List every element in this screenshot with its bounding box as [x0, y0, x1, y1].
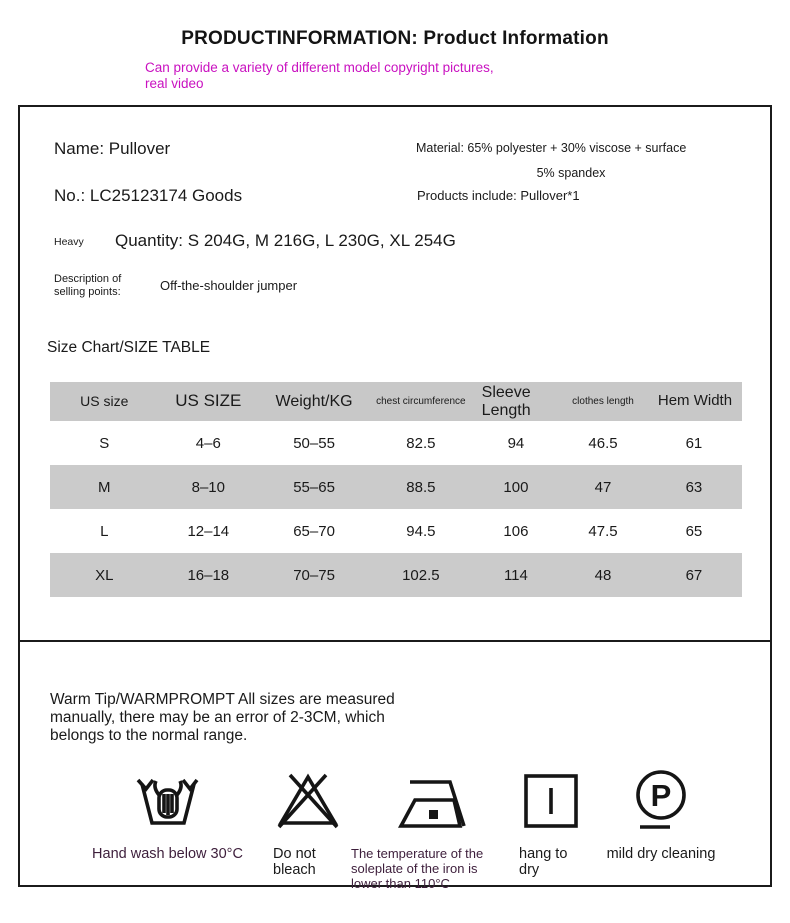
subtitle-line1: Can provide a variety of different model copyright pictures,	[145, 60, 494, 75]
column-header: Sleeve Length	[472, 382, 560, 421]
weight-tag: Heavy	[54, 236, 84, 248]
size-cell: 46.5	[588, 434, 618, 452]
size-row	[50, 421, 742, 465]
care-item-do-not-bleach	[273, 765, 343, 891]
column-header: US size	[50, 382, 159, 421]
size-row	[50, 509, 742, 553]
iron-low-temp-icon	[393, 771, 469, 831]
hand-wash-icon	[131, 769, 205, 833]
column-header: Weight/KG	[258, 382, 370, 421]
material-line2: 5% spandex	[536, 166, 606, 180]
description-value: Off-the-shoulder jumper	[160, 278, 298, 293]
iron-icon-area	[351, 765, 511, 837]
size-table	[50, 382, 742, 597]
size-cell: 12–14	[187, 522, 230, 540]
care-item-dry-clean	[591, 765, 731, 891]
product-number: No.: LC25123174 Goods	[54, 186, 243, 205]
size-cell: S	[99, 434, 110, 452]
description-label: Description of selling points:	[54, 273, 122, 298]
product-details-box	[18, 105, 772, 891]
size-chart-heading: Size Chart/SIZE TABLE	[47, 339, 211, 356]
size-table-body	[50, 421, 742, 597]
care-label-hand-wash: Hand wash below 30°C	[92, 846, 243, 862]
product-material	[416, 141, 726, 181]
size-cell: 70–75	[293, 566, 335, 584]
size-row	[50, 465, 742, 509]
care-label-dry-clean: mild dry cleaning	[606, 846, 716, 862]
hang-dry-icon-area	[519, 765, 583, 837]
page-title: PRODUCTINFORMATION: Product Information	[181, 28, 609, 49]
size-cell: 102.5	[402, 566, 440, 584]
size-cell: 114	[503, 566, 528, 584]
subtitle-line2: real video	[145, 76, 204, 91]
size-cell: 47	[594, 478, 612, 496]
size-cell: 94	[507, 434, 525, 452]
care-item-iron-low	[351, 765, 511, 891]
material-line1: Material: 65% polyester + 30% viscose + surface	[416, 141, 687, 155]
care-label-hang-dry: hang to dry	[519, 846, 568, 878]
size-cell: 65	[685, 522, 703, 540]
column-header: Hem Width	[646, 382, 742, 421]
care-label-do-not-bleach: Do not bleach	[273, 846, 316, 878]
size-cell: 67	[685, 566, 703, 584]
hang-dry-icon	[522, 772, 580, 830]
hand-wash-icon-area	[70, 765, 265, 837]
care-item-hang-dry	[519, 765, 583, 891]
product-name: Name: Pullover	[54, 139, 171, 158]
size-cell: L	[100, 522, 109, 540]
dry-clean-icon-area	[591, 765, 731, 837]
do-not-bleach-icon	[275, 771, 341, 831]
quantity: Quantity: S 204G, M 216G, L 230G, XL 254G	[115, 231, 456, 250]
size-cell: 8–10	[191, 478, 225, 496]
size-cell: 65–70	[293, 522, 335, 540]
section-divider	[20, 640, 770, 642]
products-include: Products include: Pullover*1	[417, 188, 580, 203]
page-subtitle	[145, 60, 494, 92]
size-cell: 82.5	[406, 434, 436, 452]
care-label-iron-low: The temperature of the soleplate of the iron is lower than 110°C	[351, 846, 484, 891]
size-cell: 47.5	[588, 522, 618, 540]
size-table-header-row	[50, 382, 742, 421]
size-cell: M	[98, 478, 111, 496]
warm-tip-text: Warm Tip/WARMPROMPT All sizes are measured manually, there may be an error of 2-3CM, which belongs to the normal range.	[50, 691, 395, 744]
column-header: US SIZE	[159, 382, 259, 421]
dry-clean-p-icon	[630, 768, 692, 834]
column-header: clothes length	[560, 382, 646, 421]
size-cell: 4–6	[195, 434, 221, 452]
do-not-bleach-icon-area	[273, 765, 343, 837]
size-cell: 55–65	[293, 478, 335, 496]
care-instructions	[20, 765, 774, 891]
care-item-hand-wash	[70, 765, 265, 891]
svg-text:P: P	[650, 778, 672, 813]
size-cell: 106	[503, 522, 529, 540]
size-cell: 61	[685, 434, 703, 452]
column-header: chest circumference	[370, 382, 472, 421]
size-cell: 63	[685, 478, 703, 496]
size-cell: 88.5	[406, 478, 436, 496]
size-row	[50, 553, 742, 597]
size-cell: 50–55	[293, 434, 335, 452]
size-cell: 48	[594, 566, 612, 584]
size-cell: 100	[503, 478, 529, 496]
size-cell: 94.5	[406, 522, 436, 540]
size-cell: XL	[95, 566, 114, 584]
size-cell: 16–18	[187, 566, 230, 584]
